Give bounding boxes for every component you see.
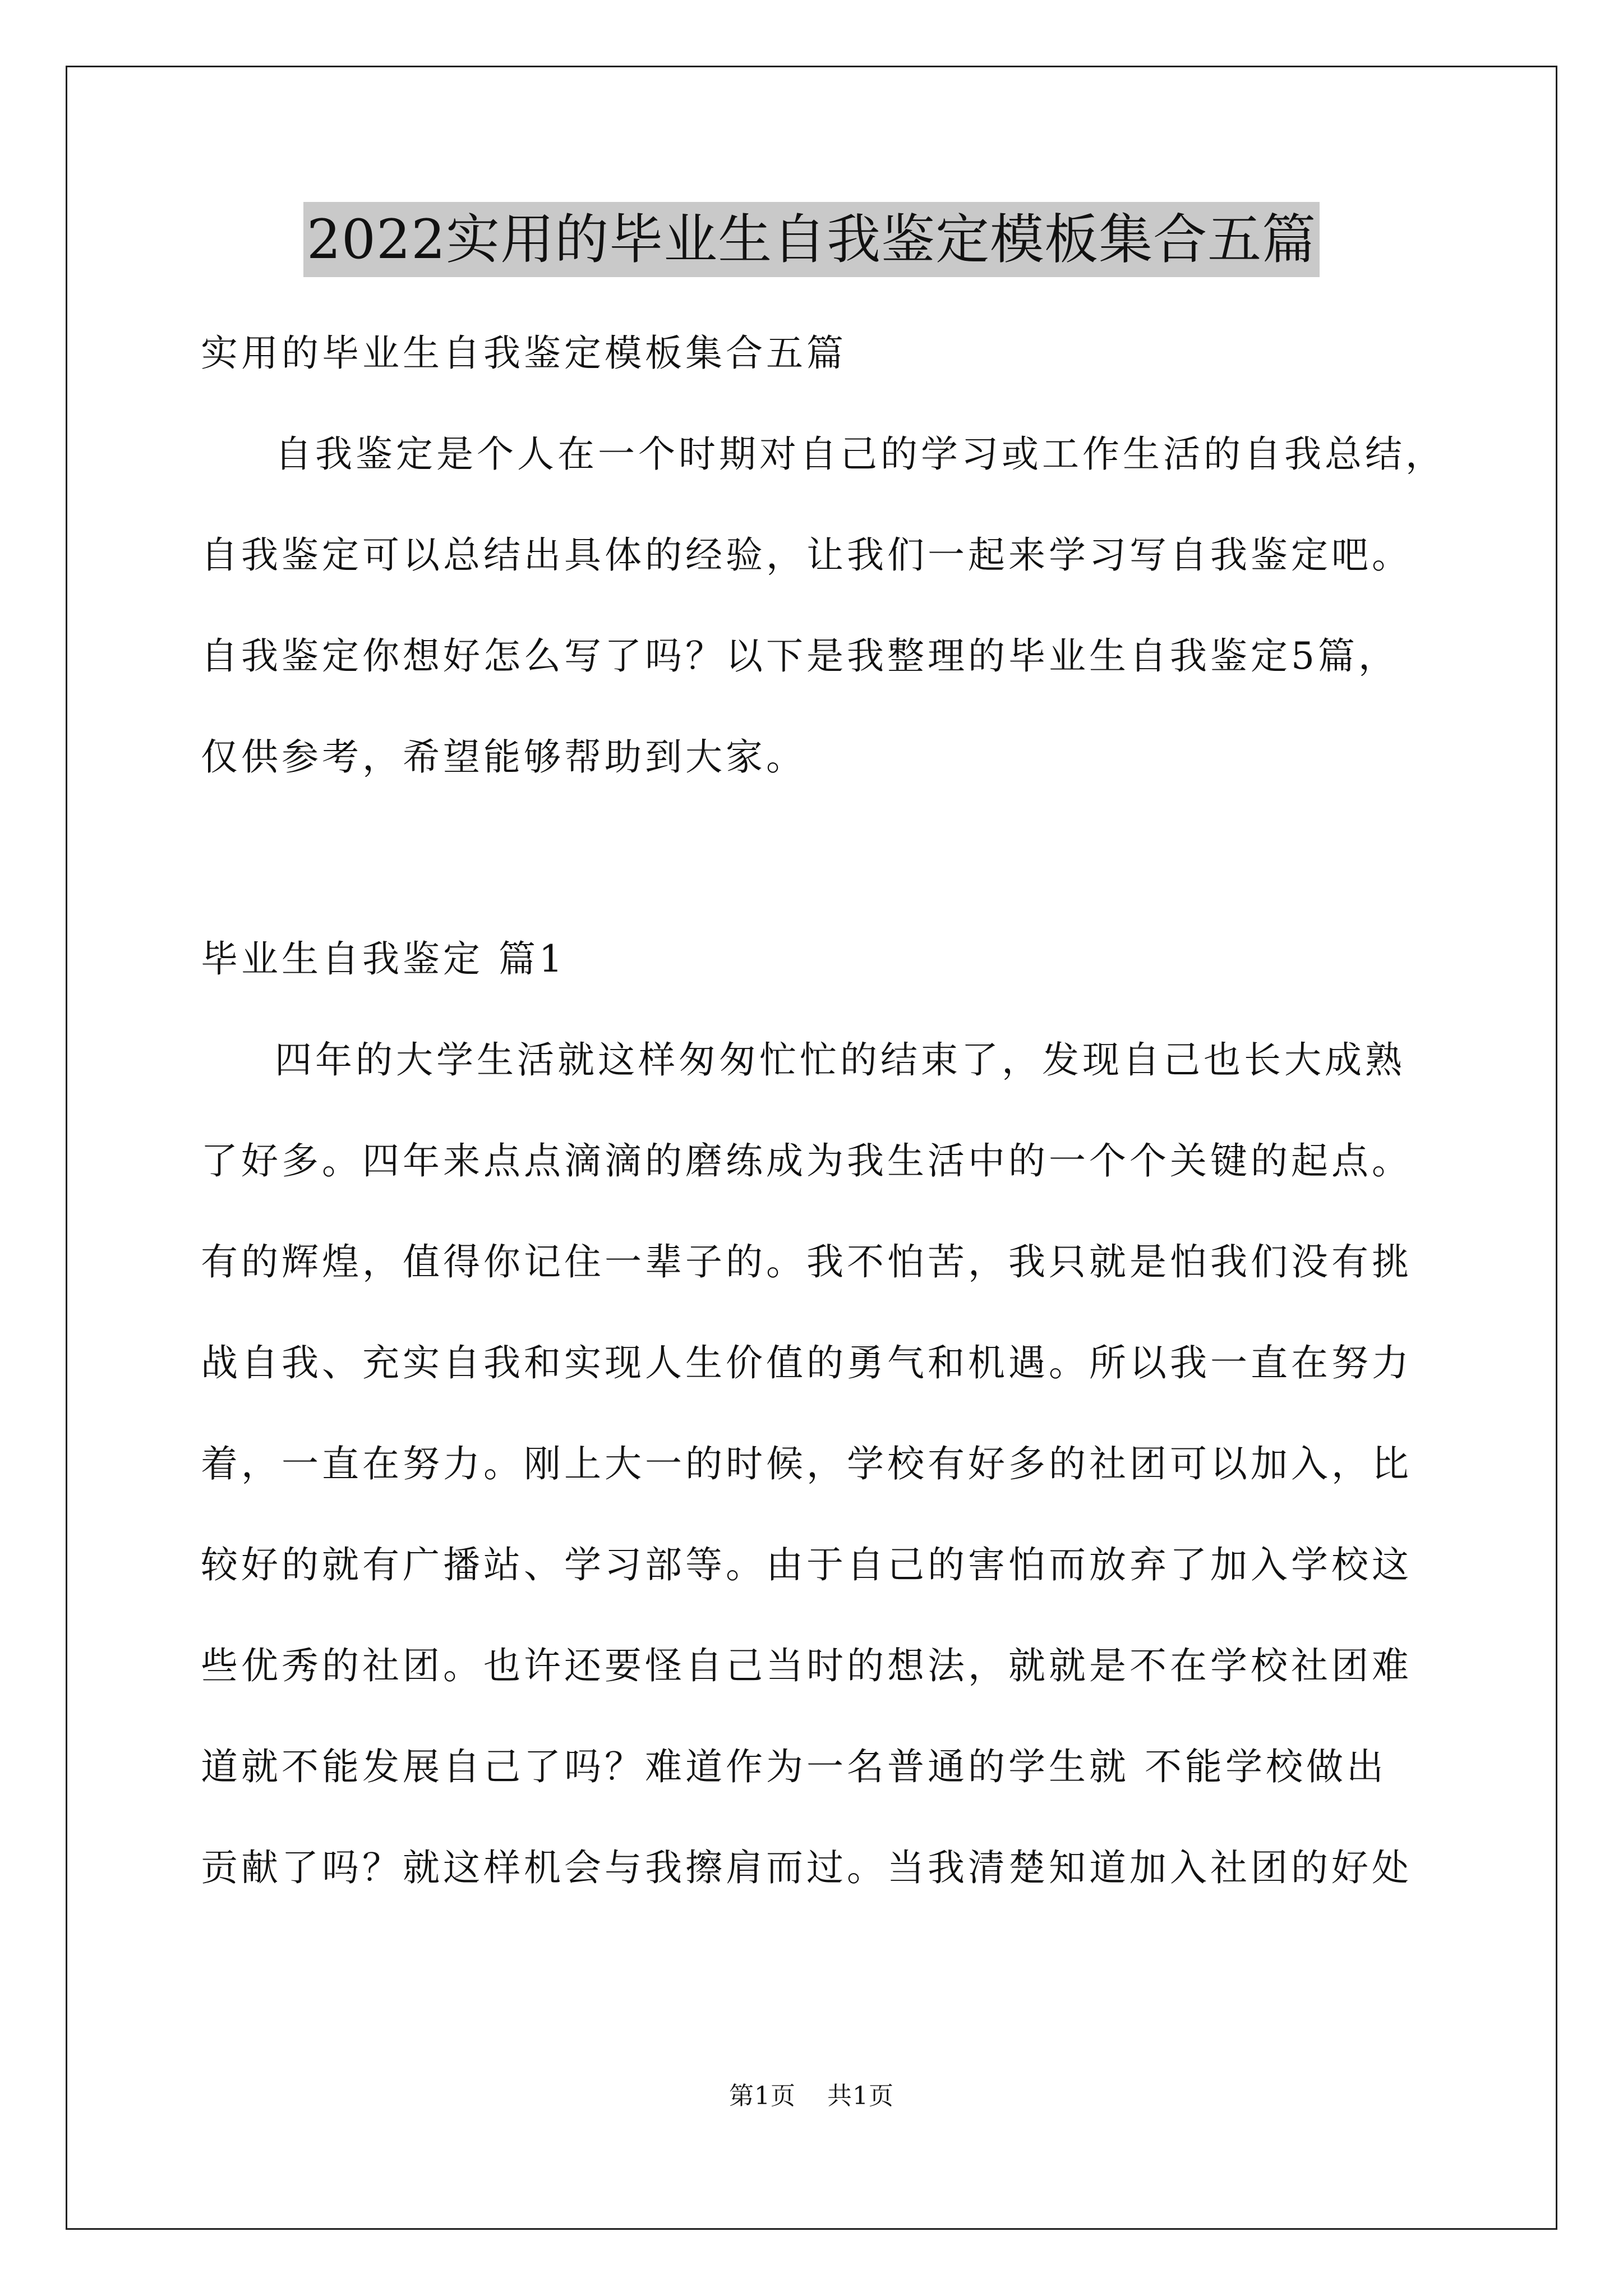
page-number: 第1页 bbox=[729, 2082, 796, 2110]
section-paragraph-line: 四年的大学生活就这样匆匆忙忙的结束了，发现自己也长大成熟 bbox=[275, 1038, 1405, 1082]
section-paragraph-line: 贡献了吗？就这样机会与我擦肩而过。当我清楚知道加入社团的好处 bbox=[201, 1846, 1412, 1889]
section-paragraph-line: 了好多。四年来点点滴滴的磨练成为我生活中的一个个关键的起点。 bbox=[201, 1139, 1412, 1182]
section-paragraph-line: 战自我、充实自我和实现人生价值的勇气和机遇。所以我一直在努力 bbox=[201, 1341, 1412, 1384]
section-paragraph-line: 有的辉煌，值得你记住一辈子的。我不怕苦，我只就是怕我们没有挑 bbox=[201, 1240, 1412, 1283]
title-container bbox=[0, 202, 1623, 277]
paragraph-spacer bbox=[201, 808, 1435, 909]
section-paragraph-line: 些优秀的社团。也许还要怪自己当时的想法，就就是不在学校社团难 bbox=[201, 1644, 1412, 1687]
page-total: 共1页 bbox=[827, 2082, 894, 2110]
intro-paragraph-line: 自我鉴定可以总结出具体的经验，让我们一起来学习写自我鉴定吧。 bbox=[201, 533, 1412, 577]
document-title: 2022实用的毕业生自我鉴定模板集合五篇 bbox=[303, 202, 1320, 277]
intro-paragraph-line: 自我鉴定你想好怎么写了吗？以下是我整理的毕业生自我鉴定5篇， bbox=[201, 634, 1399, 678]
section-paragraph-line: 着，一直在努力。刚上大一的时候，学校有好多的社团可以加入，比 bbox=[201, 1442, 1412, 1485]
section-heading: 毕业生自我鉴定 篇1 bbox=[201, 937, 566, 981]
section-paragraph-line: 道就不能发展自己了吗？难道作为一名普通的学生就 不能学校做出 bbox=[201, 1745, 1387, 1788]
intro-paragraph-line: 仅供参考，希望能够帮助到大家。 bbox=[201, 735, 806, 779]
intro-paragraph-line: 自我鉴定是个人在一个时期对自己的学习或工作生活的自我总结， bbox=[275, 432, 1446, 476]
document-body bbox=[201, 303, 1446, 1918]
section-paragraph-line: 较好的就有广播站、学习部等。由于自己的害怕而放弃了加入学校这 bbox=[201, 1543, 1412, 1586]
page-footer bbox=[0, 2076, 1623, 2111]
document-subtitle: 实用的毕业生自我鉴定模板集合五篇 bbox=[201, 332, 847, 375]
